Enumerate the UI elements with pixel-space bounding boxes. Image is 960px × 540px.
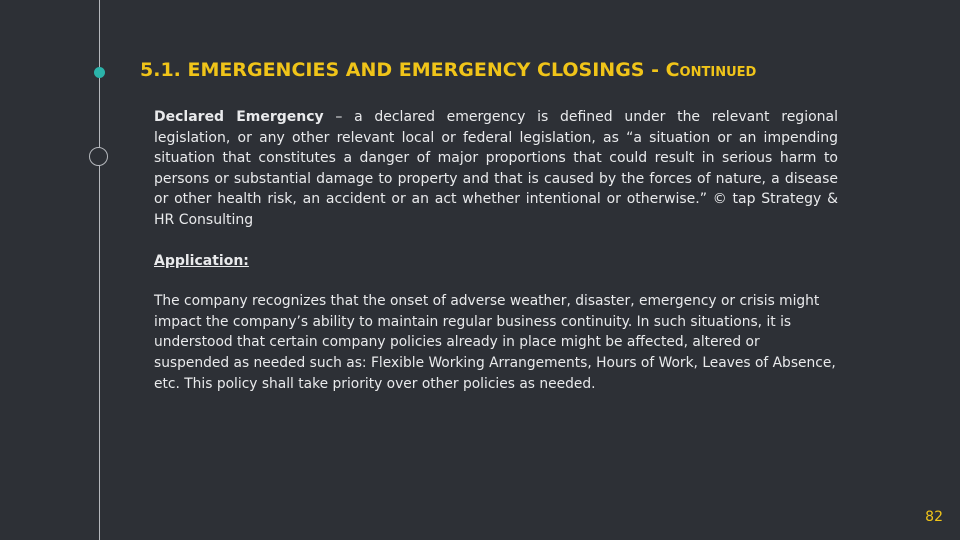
application-paragraph: The company recognizes that the onset of adverse weather, disaster, emergency or crisis might impact the company’s ability to maintain regular business continuity. In such situations, it is understood that certain company policies already in place might be affected, altered or suspended as needed such as: Flexible Working Arrangements, Hours of Work, Leaves of Absence, etc. This policy shall take priority over other policies as needed. [154,293,836,392]
timeline-dot-active [94,67,105,78]
slide-title [140,59,756,81]
slide-title-main: 5.1. EMERGENCIES AND EMERGENCY CLOSINGS - [140,59,666,81]
page-number: 82 [925,509,943,525]
definition-term: Declared Emergency [154,109,324,125]
application-heading: Application: [154,252,249,269]
definition-text: – a declared emergency is defined under the relevant regional legislation, or any other relevant local or federal legislation, as “a situation or an impending situation that constitutes a danger of major proportions that could result in serious harm to persons or substantial damage to property and that is caused by the forces of nature, a disease or other health risk, an accident or an act whether intentional or otherwise.” © tap Strategy & HR Consulting [154,109,838,228]
slide-title-continued: Continued [665,59,757,81]
timeline-dot-hollow [89,147,108,166]
timeline-line [99,0,100,540]
slide-content [154,107,838,394]
definition-paragraph [154,107,838,231]
